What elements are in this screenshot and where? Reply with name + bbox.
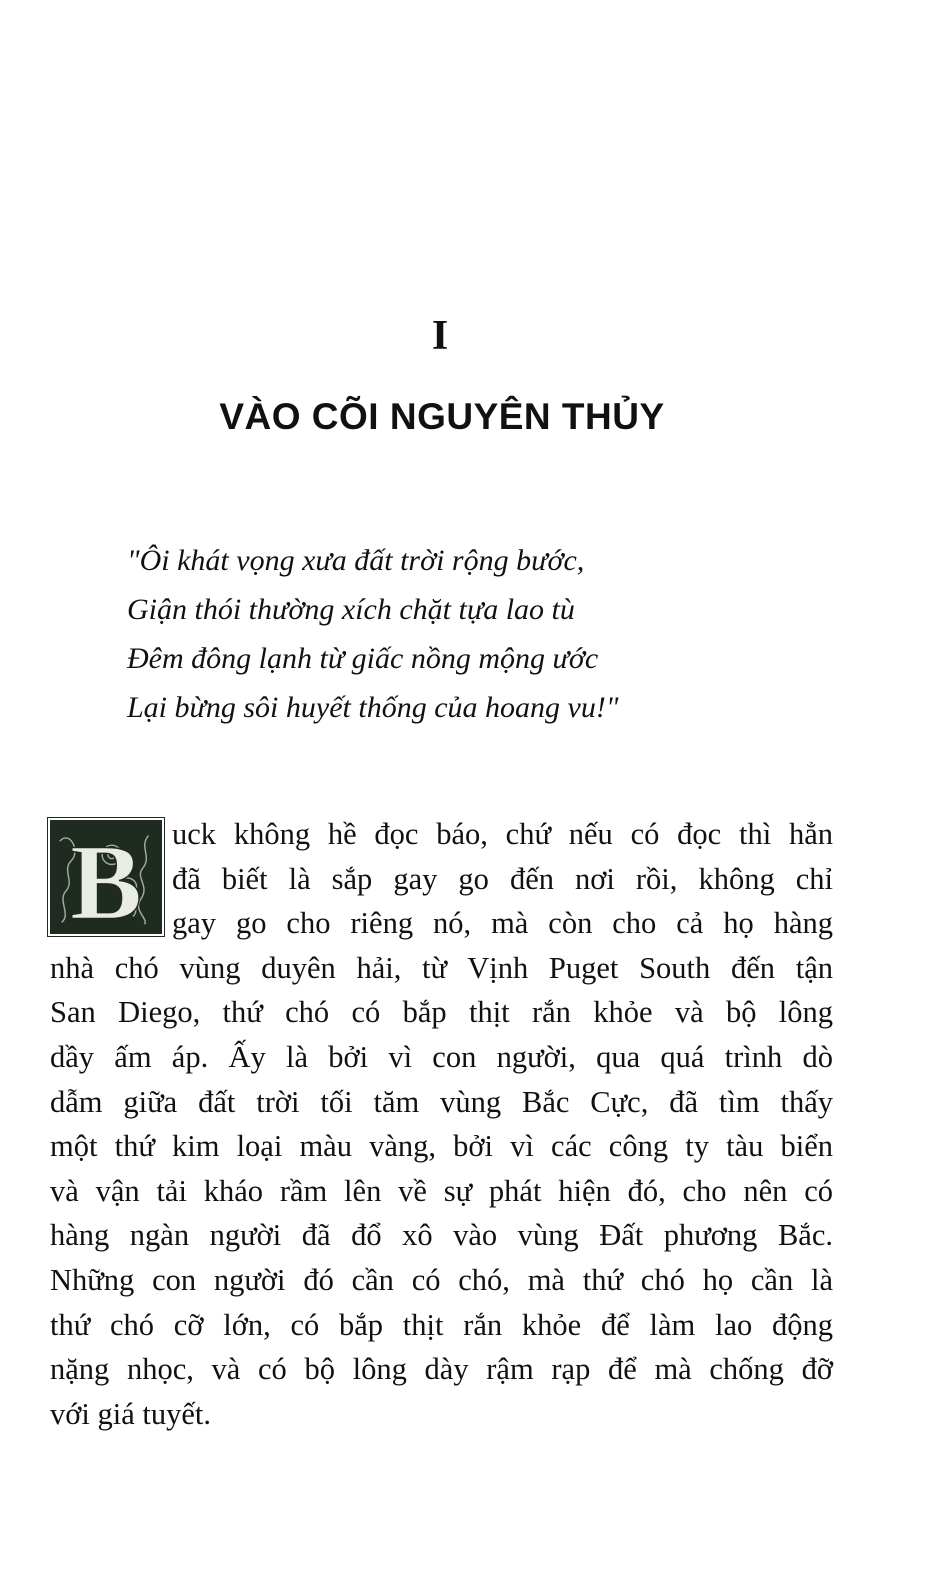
body-paragraph	[50, 812, 833, 1436]
body-line: dẫm giữa đất trời tối tăm vùng Bắc Cực, đã tìm thấy	[50, 1084, 833, 1119]
body-line: dầy ấm áp. Ấy là bởi vì con người, qua quá trình dò	[50, 1039, 833, 1074]
epigraph-line: Đêm đông lạnh từ giấc nồng mộng ước	[127, 642, 599, 675]
body-line: Những con người đó cần có chó, mà thứ chó họ cần là	[50, 1262, 833, 1297]
chapter-number: I	[431, 313, 449, 359]
body-line: với giá tuyết.	[50, 1396, 211, 1431]
epigraph	[127, 536, 618, 732]
chapter-title: VÀO CÕI NGUYÊN THỦY	[219, 396, 665, 437]
epigraph-line: Lại bừng sôi huyết thống của hoang vu!"	[127, 691, 619, 724]
body-line: thứ chó cỡ lớn, có bắp thịt rắn khỏe để làm lao động	[50, 1307, 833, 1342]
body-line: gay go cho riêng nó, mà còn cho cả họ hàng	[172, 906, 833, 941]
body-line: nhà chó vùng duyên hải, từ Vịnh Puget South đến tận	[50, 950, 833, 985]
body-line: uck không hề đọc báo, chứ nếu có đọc thì hẳn	[172, 817, 833, 851]
body-line: hàng ngàn người đã đổ xô vào vùng Đất phương Bắc.	[50, 1218, 833, 1253]
body-line: đã biết là sắp gay go đến nơi rồi, không chỉ	[172, 861, 833, 896]
epigraph-line: Giận thói thường xích chặt tựa lao tù	[127, 593, 575, 626]
body-line: một thứ kim loại màu vàng, bởi vì các công ty tàu biển	[50, 1129, 833, 1164]
body-line: nặng nhọc, và có bộ lông dày rậm rạp để mà chống đỡ	[50, 1352, 833, 1387]
drop-cap-letter: B	[69, 823, 143, 932]
body-line: San Diego, thứ chó có bắp thịt rắn khỏe và bộ lông	[50, 995, 833, 1030]
body-line: và vận tải kháo rầm lên về sự phát hiện đó, cho nên có	[50, 1173, 833, 1208]
epigraph-line: "Ôi khát vọng xưa đất trời rộng bước,	[127, 544, 585, 577]
